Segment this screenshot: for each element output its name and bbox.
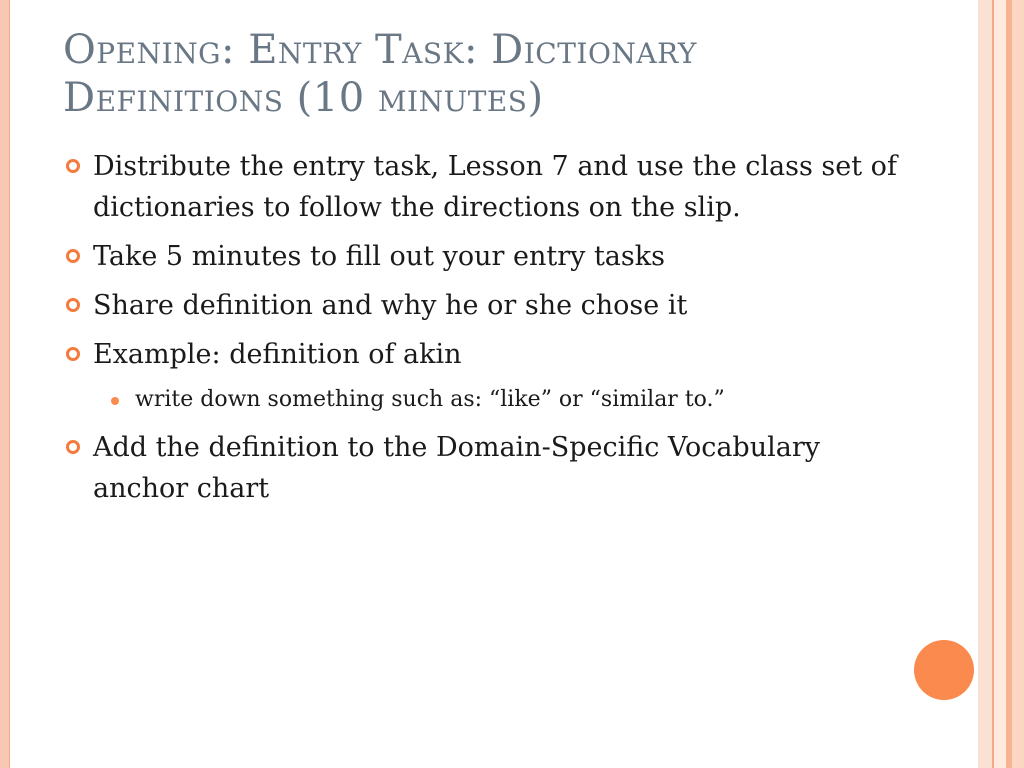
sub-bullet-text: write down something such as: “like” or “similar to.” bbox=[135, 387, 725, 412]
stripe bbox=[1012, 0, 1024, 768]
sub-bullet-item bbox=[63, 383, 903, 417]
bullet-text: Example: definition of akin bbox=[93, 339, 462, 370]
dot-bullet-icon bbox=[111, 397, 119, 405]
bullet-list bbox=[63, 146, 903, 375]
bullet-item bbox=[63, 334, 903, 375]
hollow-circle-bullet-icon bbox=[65, 439, 81, 455]
accent-circle-decoration bbox=[914, 640, 974, 700]
hollow-circle-bullet-icon bbox=[65, 346, 81, 362]
bullet-item bbox=[63, 427, 903, 509]
bullet-item bbox=[63, 236, 903, 277]
stripe bbox=[994, 0, 1006, 768]
bullet-list-continued bbox=[63, 427, 903, 509]
stripe bbox=[978, 0, 992, 768]
bullet-item bbox=[63, 146, 903, 228]
bullet-text: Add the definition to the Domain-Specific Vocabulary anchor chart bbox=[93, 432, 820, 504]
hollow-circle-bullet-icon bbox=[65, 248, 81, 264]
bullet-text: Share definition and why he or she chose it bbox=[93, 290, 688, 321]
bullet-text: Distribute the entry task, Lesson 7 and use the class set of dictionaries to follow the directions on the slip. bbox=[93, 151, 897, 223]
slide-content bbox=[63, 146, 903, 517]
hollow-circle-bullet-icon bbox=[65, 297, 81, 313]
bullet-text: Take 5 minutes to fill out your entry tasks bbox=[93, 241, 665, 272]
slide-title: Opening: Entry Task: Dictionary Definitions (10 minutes) bbox=[63, 27, 697, 121]
right-stripes-decoration bbox=[978, 0, 1024, 768]
hollow-circle-bullet-icon bbox=[65, 158, 81, 174]
sub-bullet-list bbox=[63, 383, 903, 417]
bullet-item bbox=[63, 285, 903, 326]
left-border-decoration bbox=[0, 0, 10, 768]
